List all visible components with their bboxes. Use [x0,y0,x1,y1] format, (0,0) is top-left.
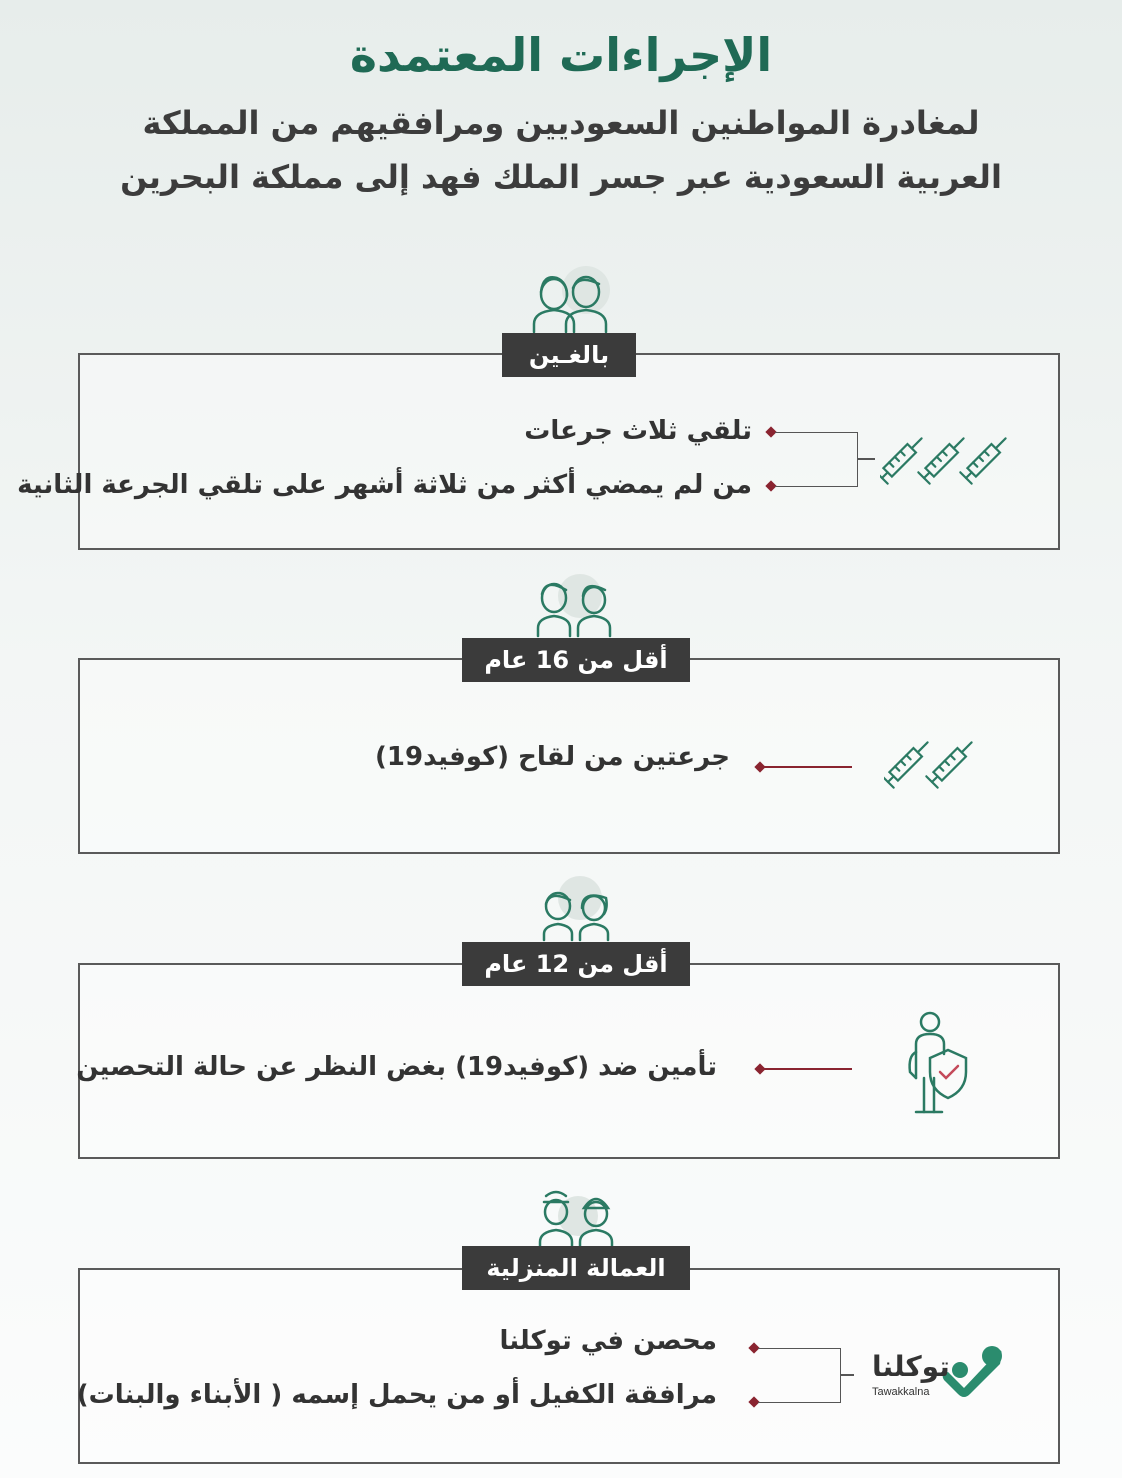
connector-line [764,1068,852,1070]
three-syringes-icon [880,418,1020,488]
tawakkalna-logo-icon [942,1340,1006,1400]
adults-people-icon [522,262,632,334]
teens-people-icon [522,568,622,638]
adults-item-1: تلقي ثلاث جرعات [524,416,752,446]
section-under16-label: أقل من 16 عام [462,638,690,682]
section-workers-label: العمالة المنزلية [462,1246,690,1290]
tawakkalna-name-ar: توكلنا [872,1350,950,1383]
page-subtitle-line-2: العربية السعودية عبر جسر الملك فهد إلى مملكة البحرين [120,158,1002,196]
children-people-icon [532,872,622,942]
under16-item-1: جرعتين من لقاح (كوفيد19) [375,742,730,772]
two-syringes-icon [884,722,994,792]
connector-line [857,458,875,460]
tawakkalna-name-en: Tawakkalna [872,1386,930,1398]
workers-item-2: مرافقة الكفيل أو من يحمل إسمه ( الأبناء والبنات) [76,1380,717,1410]
workers-people-icon [532,1186,622,1252]
under12-item-1: تأمين ضد (كوفيد19) بغض النظر عن حالة التحصين [76,1052,717,1082]
connector-bracket [758,1348,841,1403]
workers-item-1: محصن في توكلنا [499,1326,717,1356]
page-subtitle-line-1: لمغادرة المواطنين السعوديين ومرافقيهم من المملكة [142,104,980,142]
insured-person-shield-icon [898,1008,978,1118]
section-under12-label: أقل من 12 عام [462,942,690,986]
section-adults-label: بالغـين [502,333,636,377]
connector-line [764,766,852,768]
adults-item-2: من لم يمضي أكثر من ثلاثة أشهر على تلقي الجرعة الثانية [17,470,752,500]
connector-line [840,1374,854,1376]
page-title: الإجراءات المعتمدة [349,28,773,82]
connector-bracket [775,432,858,487]
